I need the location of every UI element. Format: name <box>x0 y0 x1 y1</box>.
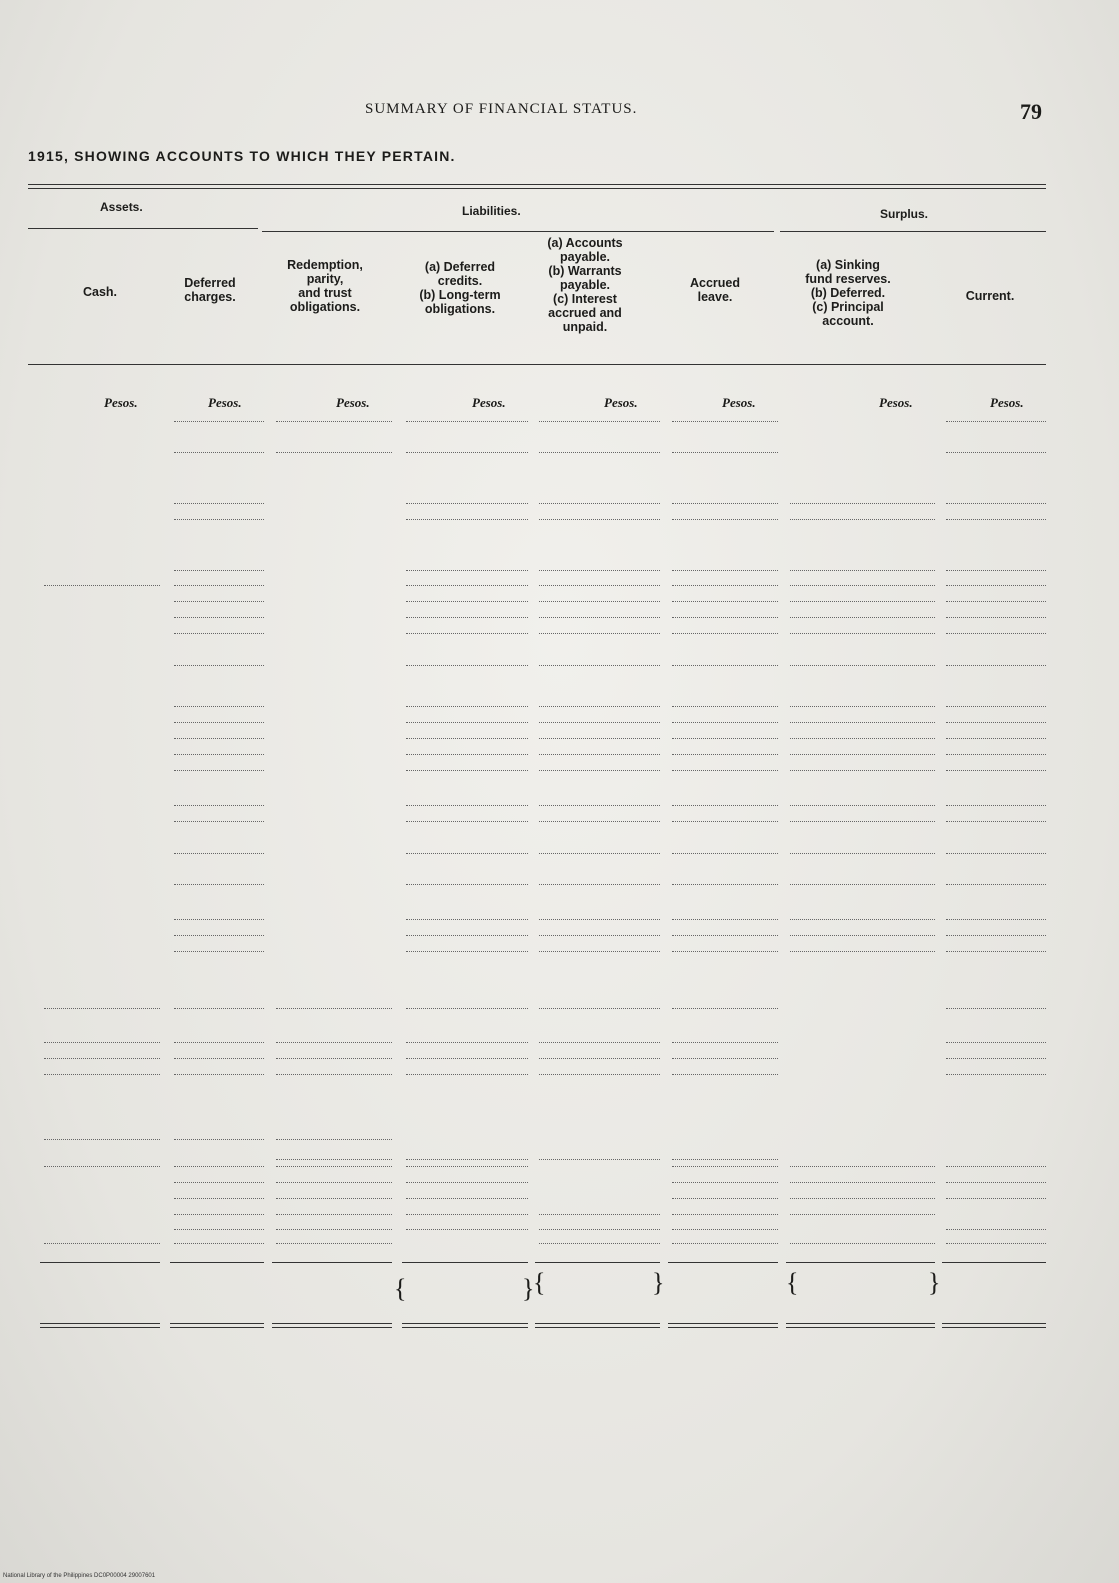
dot-leader <box>406 853 528 854</box>
dot-leader <box>539 585 660 586</box>
top-rule <box>28 184 1046 189</box>
dot-leader <box>539 1159 660 1160</box>
brace-left: { <box>394 1274 407 1303</box>
dot-leader <box>174 1182 264 1183</box>
dot-leader <box>539 1042 660 1043</box>
brace-left: { <box>786 1268 799 1297</box>
dot-leader <box>406 1058 528 1059</box>
dot-leader <box>946 503 1046 504</box>
dot-leader <box>539 665 660 666</box>
column-header-1: Cash. <box>82 285 118 299</box>
total-double-rule <box>272 1323 392 1328</box>
dot-leader <box>406 1074 528 1075</box>
dot-leader <box>672 805 778 806</box>
dot-leader <box>406 452 528 453</box>
dot-leader <box>946 884 1046 885</box>
dot-leader <box>790 853 935 854</box>
liabilities-brace-rule <box>262 231 774 232</box>
dot-leader <box>406 1229 528 1230</box>
dot-leader <box>174 519 264 520</box>
dot-leader <box>672 570 778 571</box>
unit-label: Pesos. <box>990 395 1024 410</box>
dot-leader <box>672 1198 778 1199</box>
subtotal-rule <box>535 1262 660 1263</box>
total-double-rule <box>535 1323 660 1328</box>
dot-leader <box>672 1229 778 1230</box>
dot-leader <box>276 1229 392 1230</box>
dot-leader <box>790 519 935 520</box>
dot-leader <box>44 1042 160 1043</box>
unit-label: Pesos. <box>722 395 756 410</box>
dot-leader <box>174 1243 264 1244</box>
dot-leader <box>790 1243 935 1244</box>
unit-label: Pesos. <box>104 395 138 410</box>
dot-leader <box>946 1042 1046 1043</box>
subtotal-rule <box>272 1262 392 1263</box>
dot-leader <box>406 919 528 920</box>
dot-leader <box>174 919 264 920</box>
dot-leader <box>276 1058 392 1059</box>
dot-leader <box>406 633 528 634</box>
dot-leader <box>672 421 778 422</box>
dot-leader <box>790 805 935 806</box>
dot-leader <box>946 1058 1046 1059</box>
dot-leader <box>174 1229 264 1230</box>
dot-leader <box>276 452 392 453</box>
dot-leader <box>946 821 1046 822</box>
dot-leader <box>790 884 935 885</box>
dot-leader <box>946 1243 1046 1244</box>
total-double-rule <box>40 1323 160 1328</box>
total-double-rule <box>668 1323 778 1328</box>
dot-leader <box>539 919 660 920</box>
dot-leader <box>174 951 264 952</box>
dot-leader <box>672 722 778 723</box>
dot-leader <box>539 1229 660 1230</box>
subtotal-rule <box>668 1262 778 1263</box>
dot-leader <box>539 503 660 504</box>
dot-leader <box>946 1182 1046 1183</box>
dot-leader <box>174 1042 264 1043</box>
dot-leader <box>539 853 660 854</box>
dot-leader <box>44 1008 160 1009</box>
dot-leader <box>406 617 528 618</box>
unit-label: Pesos. <box>472 395 506 410</box>
dot-leader <box>946 738 1046 739</box>
dot-leader <box>174 853 264 854</box>
dot-leader <box>672 503 778 504</box>
dot-leader <box>790 770 935 771</box>
table-heading: 1915, SHOWING ACCOUNTS TO WHICH THEY PERTAIN. <box>28 148 456 164</box>
column-header-7: (a) Sinking fund reserves. (b) Deferred. (c) Principal account. <box>805 258 891 328</box>
dot-leader <box>672 821 778 822</box>
dot-leader <box>276 1159 392 1160</box>
dot-leader <box>946 935 1046 936</box>
dot-leader <box>672 853 778 854</box>
dot-leader <box>946 601 1046 602</box>
subtotal-rule <box>942 1262 1046 1263</box>
dot-leader <box>672 884 778 885</box>
dot-leader <box>790 570 935 571</box>
dot-leader <box>672 1214 778 1215</box>
dot-leader <box>946 754 1046 755</box>
dot-leader <box>174 1058 264 1059</box>
dot-leader <box>539 805 660 806</box>
dot-leader <box>174 706 264 707</box>
subtotal-rule <box>786 1262 935 1263</box>
dot-leader <box>44 1058 160 1059</box>
subtotal-rule <box>170 1262 264 1263</box>
dot-leader <box>174 770 264 771</box>
dot-leader <box>946 633 1046 634</box>
unit-label: Pesos. <box>208 395 242 410</box>
dot-leader <box>276 1139 392 1140</box>
dot-leader <box>406 1159 528 1160</box>
dot-leader <box>174 722 264 723</box>
column-header-2: Deferred charges. <box>184 276 236 304</box>
column-header-6: Accrued leave. <box>689 276 741 304</box>
dot-leader <box>672 617 778 618</box>
dot-leader <box>174 1139 264 1140</box>
dot-leader <box>539 519 660 520</box>
dot-leader <box>672 1159 778 1160</box>
dot-leader <box>174 1074 264 1075</box>
dot-leader <box>406 805 528 806</box>
dot-leader <box>276 1182 392 1183</box>
dot-leader <box>672 633 778 634</box>
dot-leader <box>539 935 660 936</box>
dot-leader <box>790 754 935 755</box>
unit-label: Pesos. <box>336 395 370 410</box>
dot-leader <box>790 821 935 822</box>
unit-label: Pesos. <box>604 395 638 410</box>
dot-leader <box>406 1182 528 1183</box>
dot-leader <box>672 1042 778 1043</box>
group-surplus: Surplus. <box>880 207 929 221</box>
dot-leader <box>276 1243 392 1244</box>
dot-leader <box>276 1008 392 1009</box>
dot-leader <box>946 805 1046 806</box>
dot-leader <box>672 585 778 586</box>
dot-leader <box>946 1229 1046 1230</box>
dot-leader <box>406 503 528 504</box>
header-bottom-rule <box>28 364 1046 365</box>
dot-leader <box>276 1042 392 1043</box>
dot-leader <box>406 570 528 571</box>
dot-leader <box>672 1008 778 1009</box>
dot-leader <box>946 722 1046 723</box>
dot-leader <box>539 570 660 571</box>
dot-leader <box>174 633 264 634</box>
dot-leader <box>174 601 264 602</box>
dot-leader <box>539 1058 660 1059</box>
footer-text: National Library of the Philippines DC0P00004 29007601 <box>3 1573 156 1579</box>
dot-leader <box>946 951 1046 952</box>
dot-leader <box>946 1198 1046 1199</box>
dot-leader <box>406 665 528 666</box>
dot-leader <box>406 722 528 723</box>
dot-leader <box>539 421 660 422</box>
dot-leader <box>672 951 778 952</box>
dot-leader <box>539 770 660 771</box>
dot-leader <box>44 1074 160 1075</box>
dot-leader <box>406 1214 528 1215</box>
dot-leader <box>406 1166 528 1167</box>
dot-leader <box>946 1008 1046 1009</box>
column-header-3: Redemption, parity, and trust obligations. <box>287 258 363 314</box>
dot-leader <box>406 706 528 707</box>
dot-leader <box>174 754 264 755</box>
dot-leader <box>174 665 264 666</box>
dot-leader <box>790 665 935 666</box>
column-header-4: (a) Deferred credits. (b) Long-term obligations. <box>419 260 501 316</box>
dot-leader <box>539 452 660 453</box>
brace-right: } <box>928 1268 941 1297</box>
dot-leader <box>946 585 1046 586</box>
dot-leader <box>672 1182 778 1183</box>
dot-leader <box>276 421 392 422</box>
brace-left: { <box>533 1268 546 1297</box>
running-title: SUMMARY OF FINANCIAL STATUS. <box>365 101 638 117</box>
dot-leader <box>946 1166 1046 1167</box>
dot-leader <box>406 738 528 739</box>
dot-leader <box>44 585 160 586</box>
dot-leader <box>174 935 264 936</box>
dot-leader <box>790 1166 935 1167</box>
dot-leader <box>406 585 528 586</box>
dot-leader <box>672 601 778 602</box>
dot-leader <box>174 821 264 822</box>
dot-leader <box>672 935 778 936</box>
dot-leader <box>406 821 528 822</box>
dot-leader <box>174 1198 264 1199</box>
assets-brace-rule <box>28 228 258 229</box>
dot-leader <box>406 754 528 755</box>
dot-leader <box>406 1008 528 1009</box>
dot-leader <box>790 951 935 952</box>
dot-leader <box>174 585 264 586</box>
dot-leader <box>790 1214 935 1215</box>
dot-leader <box>174 805 264 806</box>
dot-leader <box>790 738 935 739</box>
dot-leader <box>539 722 660 723</box>
dot-leader <box>406 935 528 936</box>
dot-leader <box>174 1008 264 1009</box>
dot-leader <box>790 706 935 707</box>
dot-leader <box>406 884 528 885</box>
dot-leader <box>790 585 935 586</box>
dot-leader <box>946 853 1046 854</box>
dot-leader <box>790 601 935 602</box>
dot-leader <box>406 1198 528 1199</box>
dot-leader <box>672 754 778 755</box>
dot-leader <box>44 1139 160 1140</box>
dot-leader <box>174 1214 264 1215</box>
dot-leader <box>174 738 264 739</box>
dot-leader <box>946 919 1046 920</box>
dot-leader <box>174 884 264 885</box>
dot-leader <box>790 935 935 936</box>
dot-leader <box>44 1166 160 1167</box>
dot-leader <box>672 1058 778 1059</box>
dot-leader <box>406 601 528 602</box>
dot-leader <box>946 570 1046 571</box>
group-liabilities: Liabilities. <box>462 204 521 218</box>
dot-leader <box>672 770 778 771</box>
subtotal-rule <box>402 1262 528 1263</box>
total-double-rule <box>786 1323 935 1328</box>
dot-leader <box>790 617 935 618</box>
dot-leader <box>790 1182 935 1183</box>
dot-leader <box>790 1198 935 1199</box>
dot-leader <box>672 665 778 666</box>
dot-leader <box>946 1074 1046 1075</box>
dot-leader <box>946 617 1046 618</box>
dot-leader <box>672 1243 778 1244</box>
group-assets: Assets. <box>100 200 143 214</box>
dot-leader <box>406 421 528 422</box>
column-header-8: Current. <box>965 289 1015 303</box>
dot-leader <box>174 1166 264 1167</box>
dot-leader <box>539 633 660 634</box>
dot-leader <box>539 821 660 822</box>
dot-leader <box>539 884 660 885</box>
dot-leader <box>539 754 660 755</box>
dot-leader <box>406 951 528 952</box>
total-double-rule <box>170 1323 264 1328</box>
subtotal-rule <box>40 1262 160 1263</box>
dot-leader <box>946 665 1046 666</box>
dot-leader <box>276 1074 392 1075</box>
surplus-brace-rule <box>780 231 1046 232</box>
dot-leader <box>790 919 935 920</box>
unit-label: Pesos. <box>879 395 913 410</box>
dot-leader <box>539 1214 660 1215</box>
dot-leader <box>174 617 264 618</box>
dot-leader <box>276 1166 392 1167</box>
dot-leader <box>406 770 528 771</box>
dot-leader <box>539 1008 660 1009</box>
total-double-rule <box>402 1323 528 1328</box>
dot-leader <box>946 519 1046 520</box>
dot-leader <box>174 503 264 504</box>
dot-leader <box>672 519 778 520</box>
dot-leader <box>539 1074 660 1075</box>
dot-leader <box>174 421 264 422</box>
page-number: 79 <box>1020 99 1042 124</box>
dot-leader <box>539 1243 660 1244</box>
dot-leader <box>539 738 660 739</box>
dot-leader <box>174 452 264 453</box>
dot-leader <box>790 722 935 723</box>
dot-leader <box>790 633 935 634</box>
dot-leader <box>406 1042 528 1043</box>
dot-leader <box>672 1074 778 1075</box>
dot-leader <box>539 706 660 707</box>
dot-leader <box>174 570 264 571</box>
dot-leader <box>946 770 1046 771</box>
dot-leader <box>276 1214 392 1215</box>
dot-leader <box>790 503 935 504</box>
dot-leader <box>946 452 1046 453</box>
dot-leader <box>672 919 778 920</box>
dot-leader <box>946 706 1046 707</box>
dot-leader <box>946 421 1046 422</box>
total-double-rule <box>942 1323 1046 1328</box>
dot-leader <box>276 1198 392 1199</box>
dot-leader <box>539 951 660 952</box>
dot-leader <box>539 601 660 602</box>
dot-leader <box>44 1243 160 1244</box>
dot-leader <box>406 519 528 520</box>
column-header-5: (a) Accounts payable. (b) Warrants payable. (c) Interest accrued and unpaid. <box>547 236 623 334</box>
dot-leader <box>672 1166 778 1167</box>
dot-leader <box>672 706 778 707</box>
dot-leader <box>672 738 778 739</box>
dot-leader <box>539 617 660 618</box>
brace-right: } <box>522 1274 535 1303</box>
brace-right: } <box>652 1268 665 1297</box>
dot-leader <box>672 452 778 453</box>
